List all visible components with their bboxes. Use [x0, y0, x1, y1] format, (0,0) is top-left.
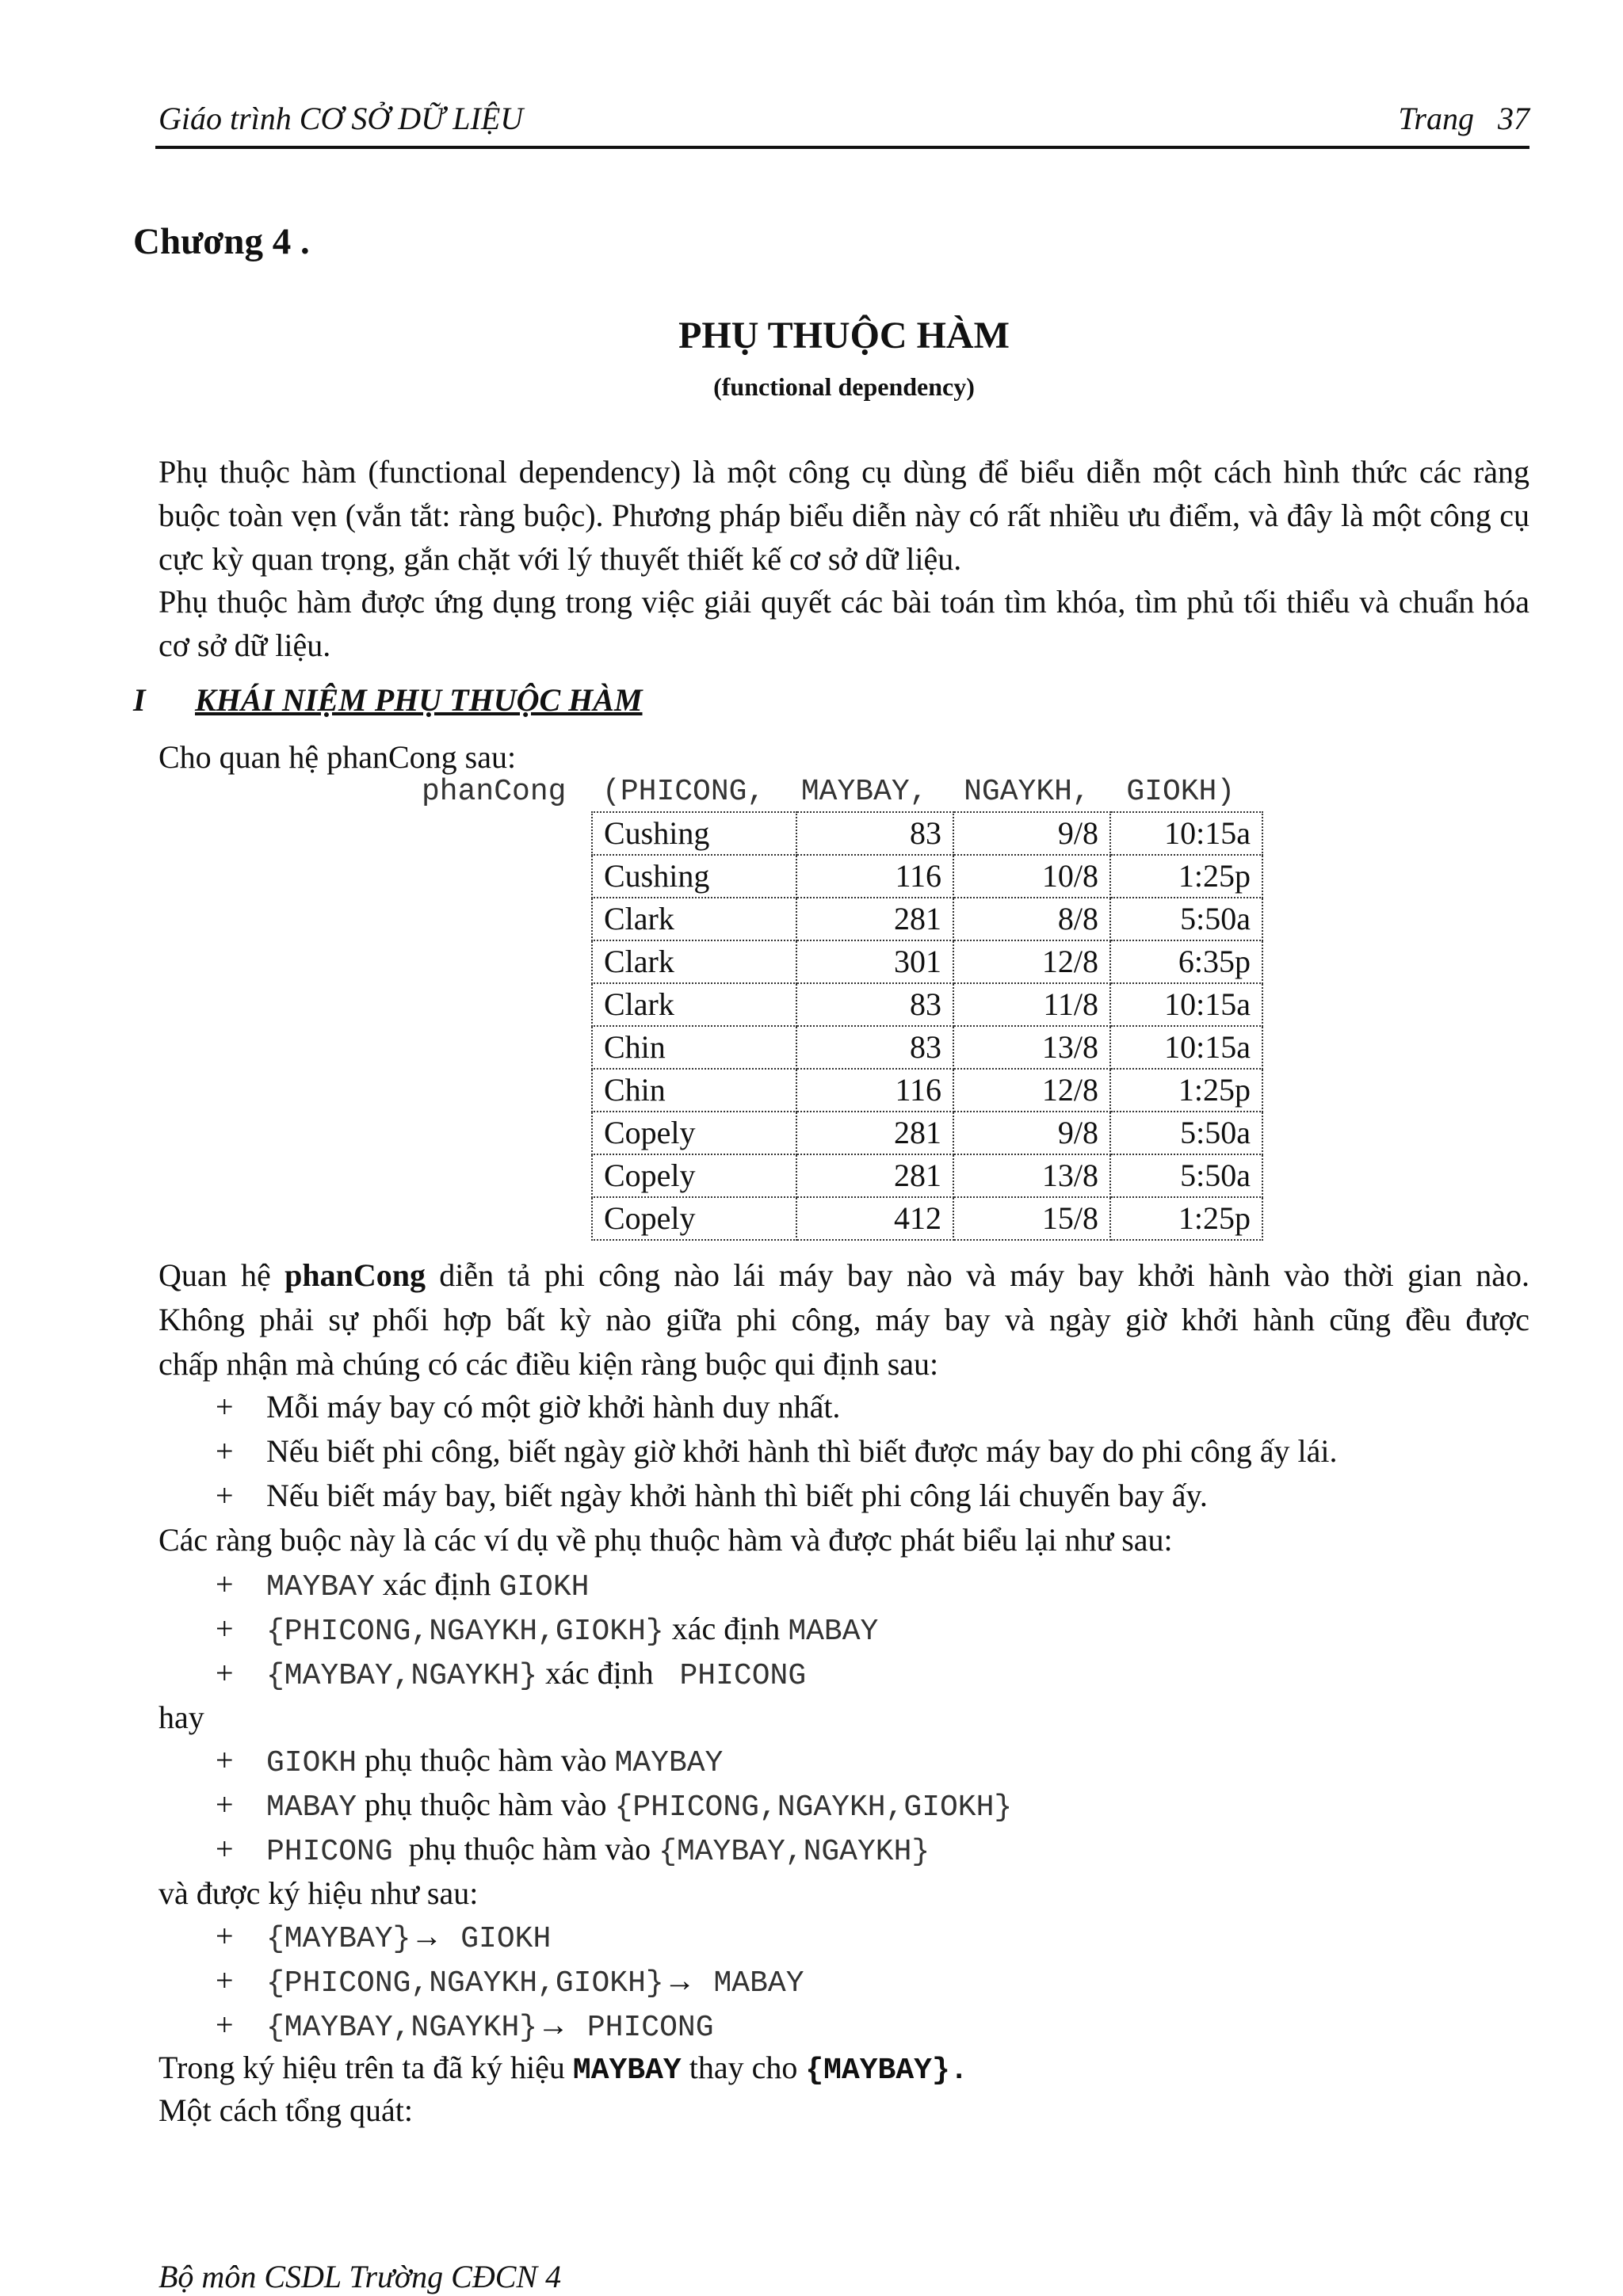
- table-cell: 281: [796, 1154, 953, 1197]
- note-bold1: MAYBAY: [572, 2054, 682, 2088]
- table-cell: 83: [796, 812, 953, 855]
- constraint-text: Nếu biết phi công, biết ngày giờ khởi hành thì biết được máy bay do phi công ấy lái.: [266, 1433, 1338, 1469]
- restate-intro: Các ràng buộc này là các ví dụ về phụ thuộc hàm và được phát biểu lại như sau:: [158, 1522, 1173, 1558]
- bullet-item: [216, 1388, 840, 1425]
- table-cell: 5:50a: [1110, 898, 1262, 940]
- table-cell: 1:25p: [1110, 1069, 1262, 1112]
- table-cell: Cushing: [592, 812, 796, 855]
- bullet-item: [216, 1432, 1338, 1470]
- plus-marker: +: [216, 1962, 234, 1998]
- arrow-symbol: →: [663, 1962, 696, 1998]
- bullet-item: [216, 1610, 878, 1649]
- intro-paragraph: Phụ thuộc hàm được ứng dụng trong việc giải quyết các bài toán tìm khóa, tìm phủ tối thiểu và chuẩn hóa cơ sở dữ liệu.: [158, 584, 1529, 663]
- table-cell: 1:25p: [1110, 855, 1262, 898]
- note-bold2: {MAYBAY}.: [805, 2054, 968, 2088]
- header-rule: [155, 146, 1529, 149]
- table-cell: Clark: [592, 983, 796, 1026]
- bullet-item: [216, 1566, 589, 1604]
- table-cell: Chin: [592, 1069, 796, 1112]
- fd-lhs: GIOKH: [266, 1746, 357, 1780]
- chapter-heading: Chương 4 .: [133, 221, 310, 262]
- notation-note: [158, 2049, 968, 2088]
- table-cell: 9/8: [953, 1112, 1110, 1154]
- header-title: Giáo trình CƠ SỞ DỮ LIỆU: [158, 101, 524, 136]
- or-word: hay: [158, 1699, 204, 1735]
- table-cell: 301: [796, 940, 953, 983]
- plus-marker: +: [216, 2007, 234, 2042]
- table-row: [592, 855, 1262, 898]
- table-cell: 9/8: [953, 812, 1110, 855]
- plus-marker: +: [216, 1918, 234, 1954]
- table-cell: 116: [796, 855, 953, 898]
- bullet-item: [216, 1741, 723, 1780]
- bullet-item: [216, 1786, 1012, 1825]
- fd-rhs: GIOKH: [498, 1570, 590, 1604]
- table-cell: 83: [796, 1026, 953, 1069]
- fd-verb: phụ thuộc hàm vào: [357, 1787, 615, 1822]
- relation-table: [591, 811, 1263, 1241]
- table-cell: 116: [796, 1069, 953, 1112]
- table-cell: Clark: [592, 898, 796, 940]
- plus-marker: +: [216, 1831, 234, 1867]
- page-title: PHỤ THUỘC HÀM: [678, 315, 1010, 357]
- table-row: [592, 1197, 1262, 1240]
- fd-lhs: {PHICONG,NGAYKH,GIOKH}: [266, 1966, 664, 2000]
- table-row: [592, 1154, 1262, 1197]
- notation-intro: và được ký hiệu như sau:: [158, 1875, 479, 1911]
- fd-verb: phụ thuộc hàm vào: [357, 1742, 615, 1778]
- table-cell: 281: [796, 898, 953, 940]
- constraint-text: Mỗi máy bay có một giờ khởi hành duy nhất.: [266, 1389, 841, 1425]
- after-table-text: [158, 1257, 1529, 1383]
- note-middle: thay cho: [681, 2050, 806, 2085]
- table-row: [592, 898, 1262, 940]
- table-cell: 10:15a: [1110, 1026, 1262, 1069]
- bullet-item: [216, 1917, 551, 1956]
- fd-lhs: {MAYBAY,NGAYKH}: [266, 1659, 538, 1693]
- page-number: Trang 37: [1398, 101, 1529, 136]
- fd-rhs: GIOKH: [442, 1922, 552, 1956]
- fd-rhs: {PHICONG,NGAYKH,GIOKH}: [614, 1791, 1013, 1825]
- fd-verb: xác định: [537, 1655, 662, 1691]
- arrow-symbol: →: [411, 1918, 443, 1954]
- relation-schema: phanCong (PHICONG, MAYBAY, NGAYKH, GIOKH): [422, 775, 1235, 809]
- plus-marker: +: [216, 1389, 234, 1425]
- fd-lhs: PHICONG: [266, 1835, 393, 1869]
- section-heading: [133, 681, 643, 719]
- table-cell: 5:50a: [1110, 1112, 1262, 1154]
- bullet-item: [216, 1962, 804, 2000]
- table-cell: 13/8: [953, 1026, 1110, 1069]
- table-cell: Copely: [592, 1112, 796, 1154]
- arrow-symbol: →: [537, 2007, 570, 2042]
- plus-marker: +: [216, 1787, 234, 1822]
- bullet-item: [216, 1654, 806, 1693]
- table-cell: 12/8: [953, 940, 1110, 983]
- plus-marker: +: [216, 1478, 234, 1513]
- constraint-text: Nếu biết máy bay, biết ngày khởi hành thì biết phi công lái chuyến bay ấy.: [266, 1478, 1208, 1513]
- plus-marker: +: [216, 1433, 234, 1469]
- fd-rhs: {MAYBAY,NGAYKH}: [659, 1835, 930, 1869]
- table-cell: 412: [796, 1197, 953, 1240]
- table-cell: 15/8: [953, 1197, 1110, 1240]
- fd-lhs: {PHICONG,NGAYKH,GIOKH}: [266, 1615, 664, 1649]
- table-row: [592, 940, 1262, 983]
- after-prefix: Quan hệ: [158, 1257, 285, 1293]
- plus-marker: +: [216, 1655, 234, 1691]
- table-cell: 83: [796, 983, 953, 1026]
- table-row: [592, 1069, 1262, 1112]
- fd-rhs: MABAY: [695, 1966, 804, 2000]
- page-subtitle: (functional dependency): [713, 372, 975, 401]
- table-cell: 10:15a: [1110, 812, 1262, 855]
- fd-rhs: PHICONG: [661, 1659, 807, 1693]
- table-cell: Copely: [592, 1154, 796, 1197]
- plus-marker: +: [216, 1742, 234, 1778]
- table-cell: 13/8: [953, 1154, 1110, 1197]
- bullet-item: [216, 2006, 714, 2045]
- table-row: [592, 812, 1262, 855]
- table-cell: Cushing: [592, 855, 796, 898]
- note-prefix: Trong ký hiệu trên ta đã ký hiệu: [158, 2050, 573, 2085]
- table-cell: 1:25p: [1110, 1197, 1262, 1240]
- fd-rhs: PHICONG: [569, 2011, 714, 2045]
- table-cell: Clark: [592, 940, 796, 983]
- fd-verb: phụ thuộc hàm vào: [392, 1831, 659, 1867]
- after-suffix: diễn tả phi công nào lái máy bay nào và máy bay khởi hành vào thời gian nào.: [425, 1257, 1530, 1293]
- fd-verb: xác định: [374, 1566, 499, 1602]
- plus-marker: +: [216, 1566, 234, 1602]
- fd-rhs: MAYBAY: [614, 1746, 724, 1780]
- table-row: [592, 1026, 1262, 1069]
- table-cell: 6:35p: [1110, 940, 1262, 983]
- fd-lhs: MABAY: [266, 1791, 357, 1825]
- table-cell: Copely: [592, 1197, 796, 1240]
- after-line: chấp nhận mà chúng có các điều kiện ràng buộc qui định sau:: [158, 1346, 939, 1382]
- bullet-item: [216, 1477, 1208, 1514]
- intro-paragraph: Phụ thuộc hàm (functional dependency) là một công cụ dùng để biểu diễn một cách hình thức các ràng buộc toàn vẹn (vắn tắt: ràng buộc). Phương pháp biểu diễn này có rất nhiều ưu điểm, và đây là một công cụ cực kỳ quan trọng, gắn chặt với lý thuyết thiết kế cơ sở dữ liệu.: [158, 454, 1529, 577]
- fd-lhs: {MAYBAY,NGAYKH}: [266, 2011, 538, 2045]
- table-cell: 8/8: [953, 898, 1110, 940]
- footer-text: Bộ môn CSDL Trường CĐCN 4: [158, 2259, 562, 2294]
- table-row: [592, 983, 1262, 1026]
- table-row: [592, 1112, 1262, 1154]
- table-cell: 12/8: [953, 1069, 1110, 1112]
- plus-marker: +: [216, 1611, 234, 1646]
- after-line: Không phải sự phối hợp bất kỳ nào giữa phi công, máy bay và ngày giờ khởi hành cũng đều được: [158, 1302, 1529, 1337]
- table-cell: 11/8: [953, 983, 1110, 1026]
- fd-lhs: {MAYBAY}: [266, 1922, 411, 1956]
- relation-intro: Cho quan hệ phanCong sau:: [158, 739, 517, 775]
- relation-name: phanCong: [285, 1257, 426, 1293]
- table-cell: 10:15a: [1110, 983, 1262, 1026]
- fd-lhs: MAYBAY: [266, 1570, 375, 1604]
- bullet-item: [216, 1830, 930, 1869]
- section-number: I: [133, 682, 146, 718]
- table-cell: 10/8: [953, 855, 1110, 898]
- fd-rhs: MABAY: [788, 1615, 879, 1649]
- general-text: Một cách tổng quát:: [158, 2092, 414, 2128]
- table-cell: Chin: [592, 1026, 796, 1069]
- fd-verb: xác định: [663, 1611, 789, 1646]
- table-cell: 5:50a: [1110, 1154, 1262, 1197]
- section-title: KHÁI NIỆM PHỤ THUỘC HÀM: [195, 682, 643, 718]
- table-cell: 281: [796, 1112, 953, 1154]
